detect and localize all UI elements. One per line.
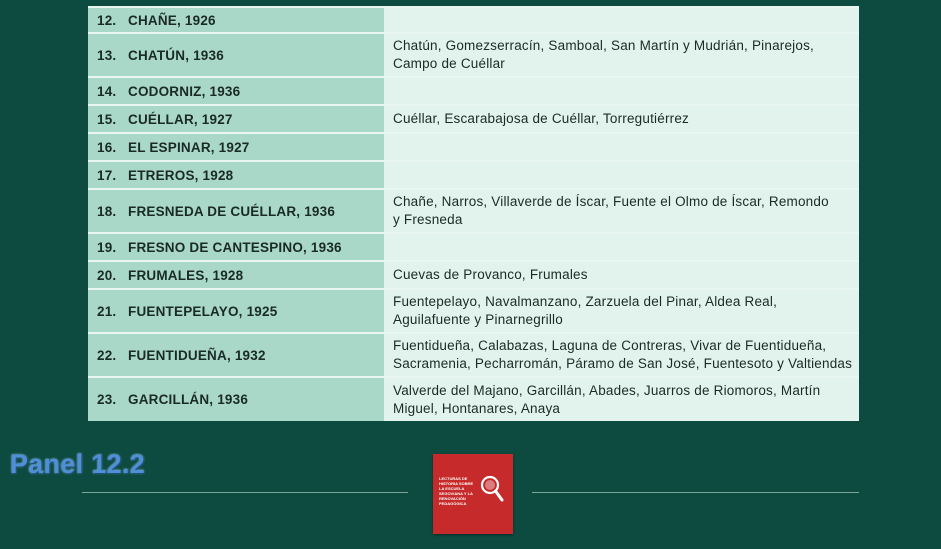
data-table (88, 6, 859, 421)
entry-name-cell (88, 333, 384, 377)
entry-name: CUÉLLAR, 1927 (128, 111, 233, 127)
table-row (88, 7, 859, 33)
table-row (88, 233, 859, 261)
entry-number: 17. (97, 167, 117, 183)
description-line: y Fresneda (393, 212, 463, 227)
entry-name: FUENTIDUEÑA, 1932 (128, 347, 266, 363)
table-row (88, 289, 859, 333)
entry-description-cell (384, 377, 859, 421)
entry-description-cell (384, 77, 859, 105)
entry-number: 22. (97, 347, 117, 363)
entry-name: FRESNO DE CANTESPINO, 1936 (128, 239, 342, 255)
logo-text (439, 476, 481, 506)
entry-name: FRESNEDA DE CUÉLLAR, 1936 (128, 203, 336, 219)
right-divider (532, 492, 859, 493)
entry-name: FRUMALES, 1928 (128, 267, 244, 283)
entry-number: 12. (97, 12, 117, 28)
entry-number: 23. (97, 392, 117, 407)
entry-name-cell (88, 189, 384, 233)
entry-name: GARCILLÁN, 1936 (128, 392, 249, 407)
logo-line: RENOVACIÓN (439, 496, 466, 501)
logo-line: LECTURAS DE HISTORIA SOBRE (439, 476, 474, 486)
entry-description-cell (384, 261, 859, 289)
entry-number: 14. (97, 83, 117, 99)
logo-line: SEGOVIANA Y LA (439, 491, 473, 496)
entry-name-cell (88, 7, 384, 33)
description-line: Valverde del Majano, Garcillán, Abades, Juarros de Riomoros, Martín (393, 382, 821, 398)
entry-description-cell (384, 7, 859, 33)
table-row (88, 189, 859, 233)
description-line: Sacramenia, Pecharromán, Páramo de San José, Fuentesoto y Valtiendas (393, 356, 853, 371)
entry-number: 18. (97, 203, 117, 219)
left-divider (82, 492, 408, 493)
entry-description-cell (384, 333, 859, 377)
entry-name-cell (88, 105, 384, 133)
entry-name-cell (88, 161, 384, 189)
description-line: Chatún, Gomezserracín, Samboal, San Martín y Mudrián, Pinarejos, (393, 38, 814, 53)
entry-name: CODORNIZ, 1936 (128, 83, 241, 99)
entry-number: 13. (97, 47, 117, 63)
description-line: Miguel, Hontanares, Anaya (393, 400, 561, 416)
entry-description-cell (384, 161, 859, 189)
entry-name-cell (88, 289, 384, 333)
entry-description-cell (384, 289, 859, 333)
description-line: Campo de Cuéllar (393, 56, 506, 71)
entry-description-cell (384, 33, 859, 77)
entry-name: ETREROS, 1928 (128, 167, 234, 183)
entry-description-cell (384, 233, 859, 261)
entry-name-cell (88, 261, 384, 289)
logo-line: LA ESCUELA (439, 486, 465, 491)
entry-description-cell (384, 189, 859, 233)
entry-number: 20. (97, 267, 117, 283)
entry-name-cell (88, 133, 384, 161)
entry-name-cell (88, 233, 384, 261)
table-row (88, 33, 859, 77)
entry-number: 16. (97, 139, 117, 155)
description-line: Chañe, Narros, Villaverde de Íscar, Fuente el Olmo de Íscar, Remondo (393, 194, 829, 209)
logo-line: PEDAGÓGICA (439, 501, 467, 506)
panel-label: Panel 12.2 (10, 449, 146, 479)
table-row (88, 261, 859, 289)
book-logo (433, 454, 513, 534)
entry-name-cell (88, 77, 384, 105)
description-line: Fuentepelayo, Navalmanzano, Zarzuela del Pinar, Aldea Real, (393, 294, 778, 309)
entry-name: CHAÑE, 1926 (128, 12, 216, 28)
table-row (88, 133, 859, 161)
entry-number: 15. (97, 111, 117, 127)
description-line: Fuentidueña, Calabazas, Laguna de Contreras, Vivar de Fuentidueña, (393, 338, 827, 353)
entry-name: CHATÚN, 1936 (128, 47, 224, 63)
magnifier-icon (479, 474, 505, 504)
description-line: Cuevas de Provanco, Frumales (393, 267, 588, 282)
table-row (88, 105, 859, 133)
table-row (88, 77, 859, 105)
table-row (88, 377, 859, 421)
entry-number: 21. (97, 303, 117, 319)
entry-name: EL ESPINAR, 1927 (128, 139, 250, 155)
description-line: Cuéllar, Escarabajosa de Cuéllar, Torregutiérrez (393, 111, 690, 126)
table-row (88, 161, 859, 189)
entry-number: 19. (97, 239, 117, 255)
entry-description-cell (384, 105, 859, 133)
description-line: Aguilafuente y Pinarnegrillo (393, 312, 563, 327)
entry-description-cell (384, 133, 859, 161)
entry-name-cell (88, 377, 384, 421)
entry-name: FUENTEPELAYO, 1925 (128, 303, 278, 319)
entry-name-cell (88, 33, 384, 77)
table-row (88, 333, 859, 377)
